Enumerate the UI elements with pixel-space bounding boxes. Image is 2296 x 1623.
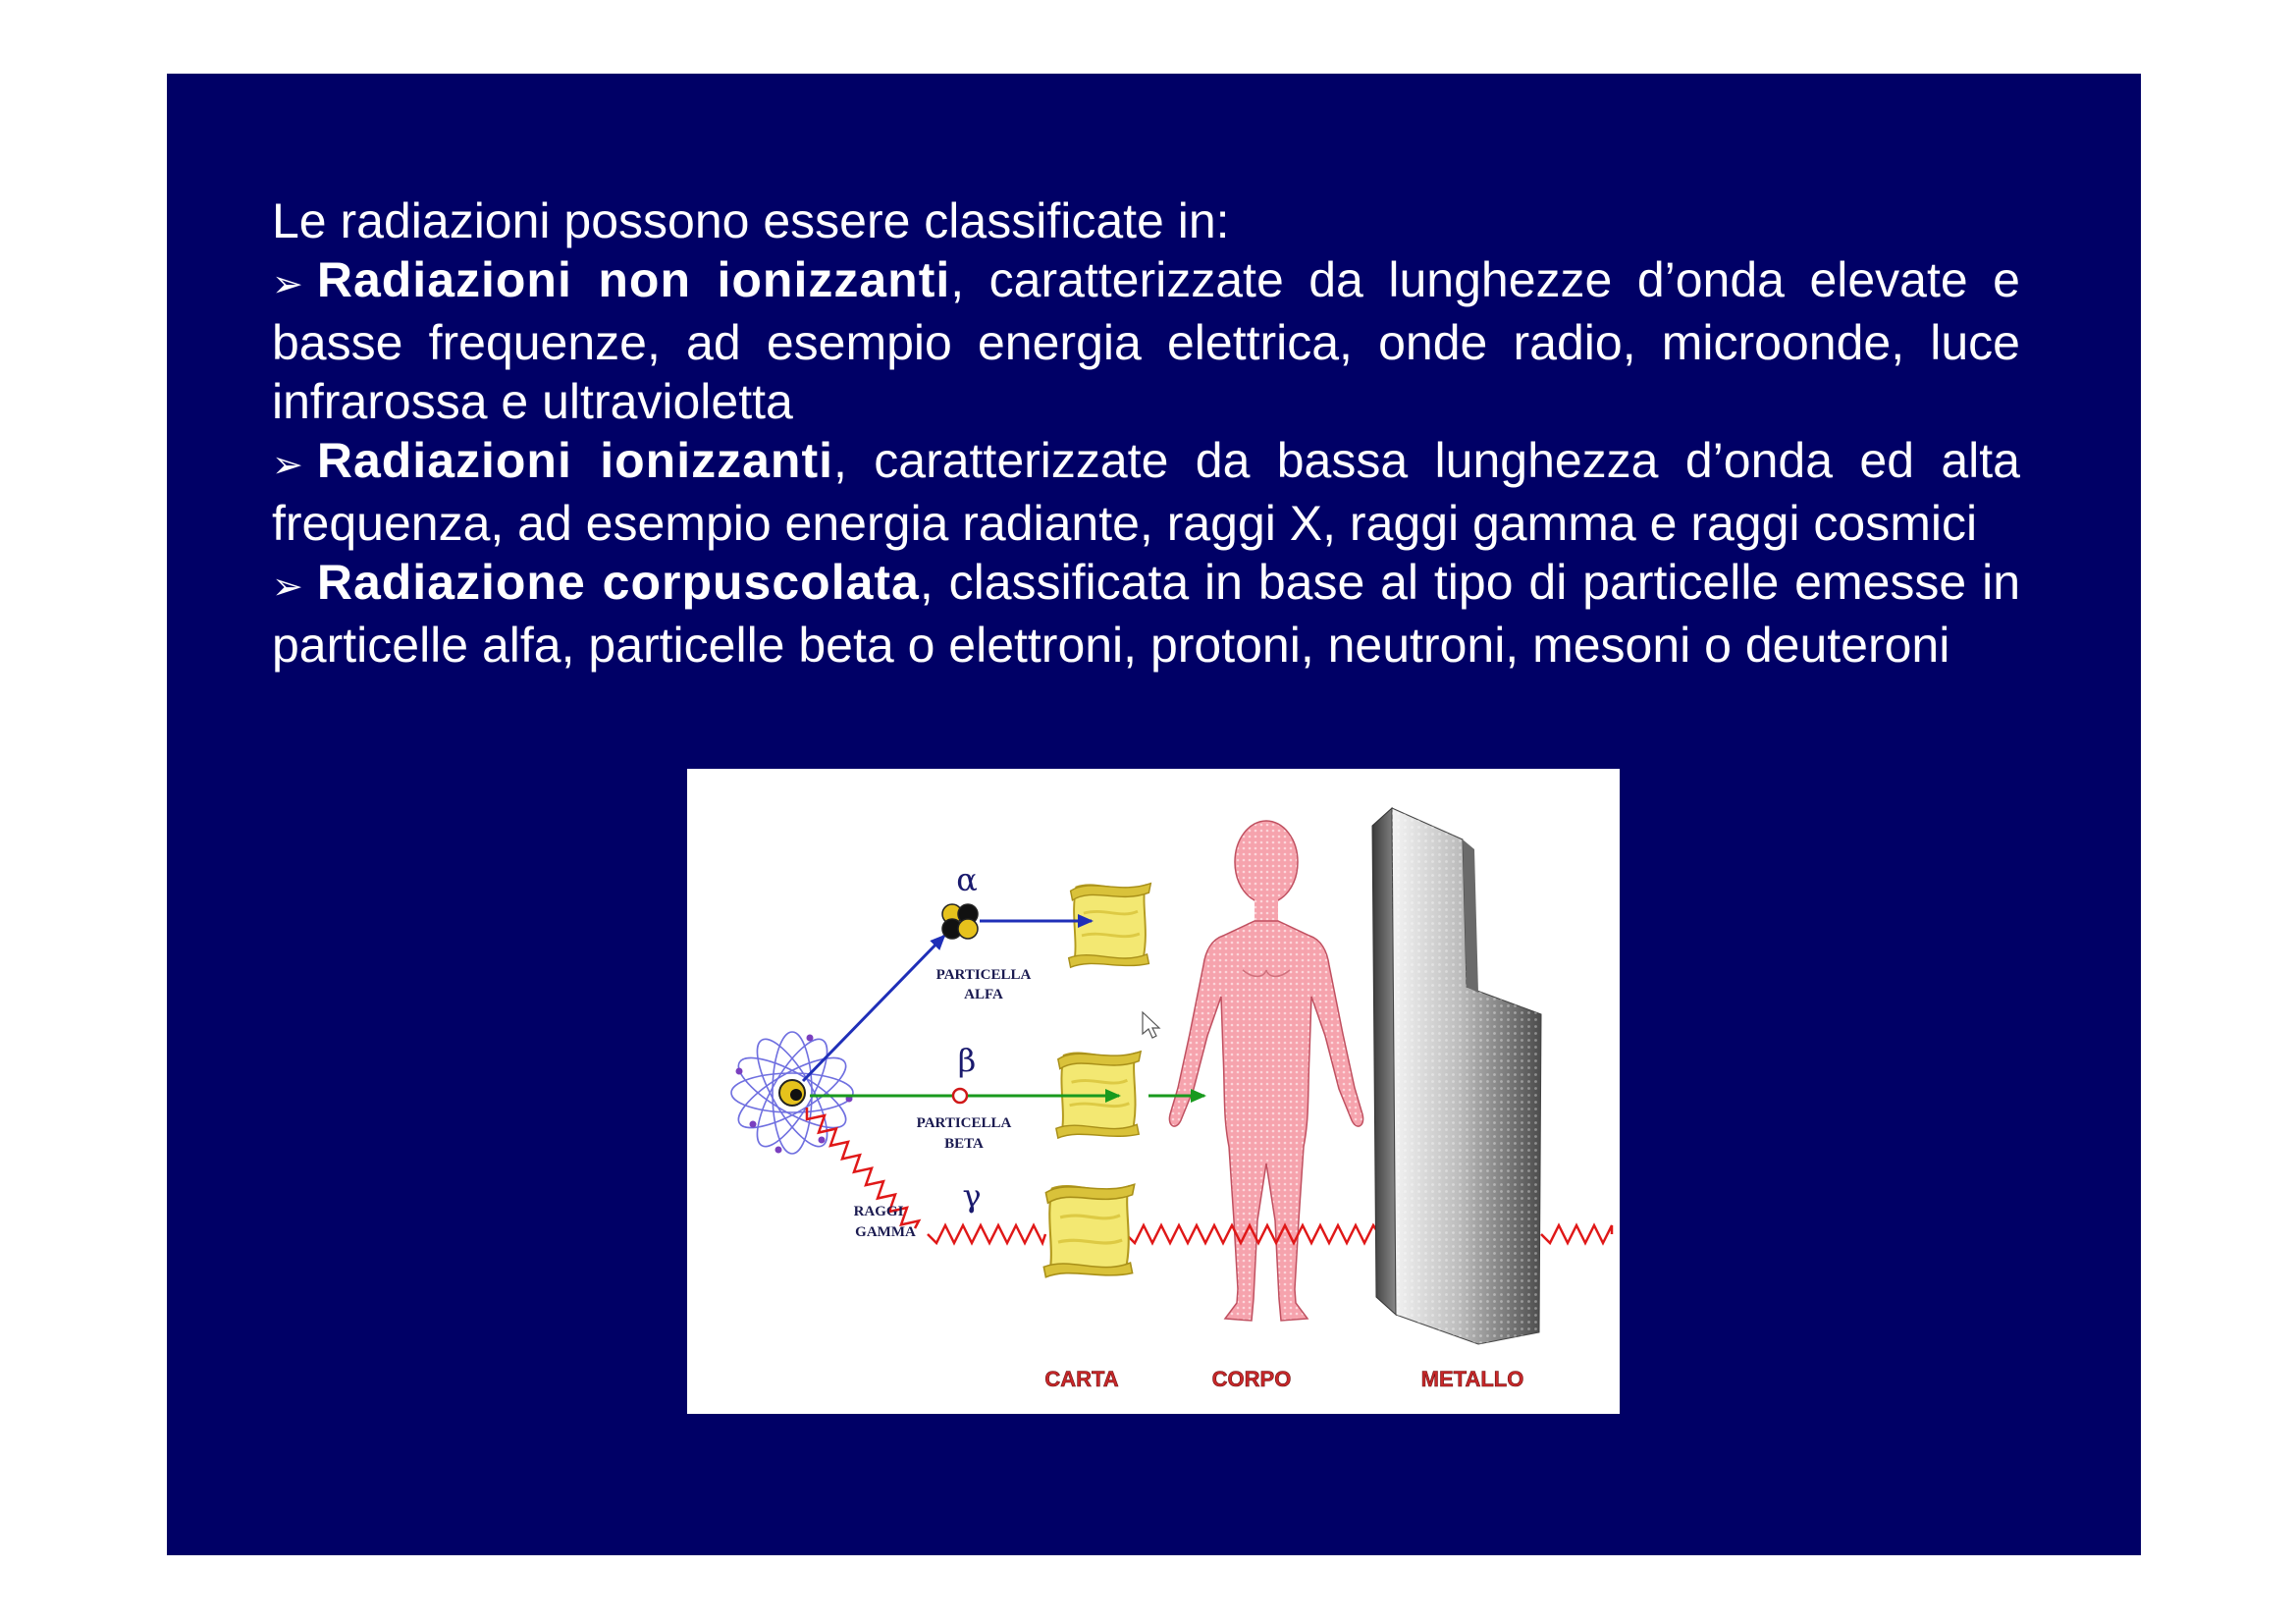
arrow-bullet-icon: ➢ [272,443,303,486]
arrow-bullet-icon: ➢ [272,262,303,305]
alpha-label-line1: PARTICELLA [935,967,1032,983]
electron-dot [775,1147,782,1154]
cursor-icon [1143,1012,1159,1038]
atom-nucleus-core [790,1089,802,1101]
item-term: Radiazioni non ionizzanti [316,252,951,307]
paper-label: CARTA [1044,1367,1119,1391]
figure-canvas [687,769,1620,1414]
gamma-label-line2: GAMMA [855,1224,916,1240]
paper-scroll-gamma [1043,1184,1134,1277]
alpha-label-line2: ALFA [964,987,1003,1002]
electron-dot [750,1121,757,1128]
paper-scroll-alpha [1069,884,1151,968]
electron-dot [819,1137,826,1144]
beta-symbol: β [957,1042,977,1079]
item-term: Radiazioni ionizzanti [316,433,833,488]
body-silhouette [1169,921,1362,1321]
item-description: , caratterizzate da lunghezze d’onda elevate e basse frequenze, ad esempio energia elettrica, onde radio, microonde, luce infrarossa e ultravioletta [272,252,2020,429]
metal-label: METALLO [1420,1367,1524,1391]
radiation-penetration-figure [687,769,1620,1414]
beta-label-line1: PARTICELLA [916,1115,1012,1131]
alpha-arrow [803,936,944,1081]
intro-line: Le radiazioni possono essere classificate in: [272,193,1230,248]
gamma-symbol: γ [962,1177,982,1215]
electron-dot [736,1068,743,1075]
item-term: Radiazione corpuscolata [316,555,920,610]
bullet-item-non-ionizing [272,250,2020,431]
metal-plate [1372,808,1541,1344]
bullet-item-corpuscular [272,553,2020,675]
item-description: , caratterizzate da bassa lunghezza d’onda ed alta frequenza, ad esempio energia radiante, raggi X, raggi gamma e raggi cosmici [272,433,2020,551]
body-head [1235,821,1298,903]
electron-dot [807,1035,814,1042]
body-label: CORPO [1211,1367,1292,1391]
human-body-figure [1169,821,1362,1321]
gamma-wave [928,1225,1045,1243]
alpha-particle-icon [942,904,978,939]
slide-text [272,191,2020,675]
beta-label-line2: BETA [944,1136,984,1152]
alpha-symbol: α [956,861,978,898]
bullet-item-ionizing [272,431,2020,553]
item-description: , classificata in base al tipo di particelle emesse in particelle alfa, particelle beta o elettroni, protoni, neutroni, mesoni o deuteroni [272,555,2020,673]
beta-particle-icon [953,1089,967,1103]
arrow-bullet-icon: ➢ [272,565,303,608]
gamma-wave [1541,1225,1612,1243]
gamma-label-line1: RAGGI [853,1204,904,1219]
